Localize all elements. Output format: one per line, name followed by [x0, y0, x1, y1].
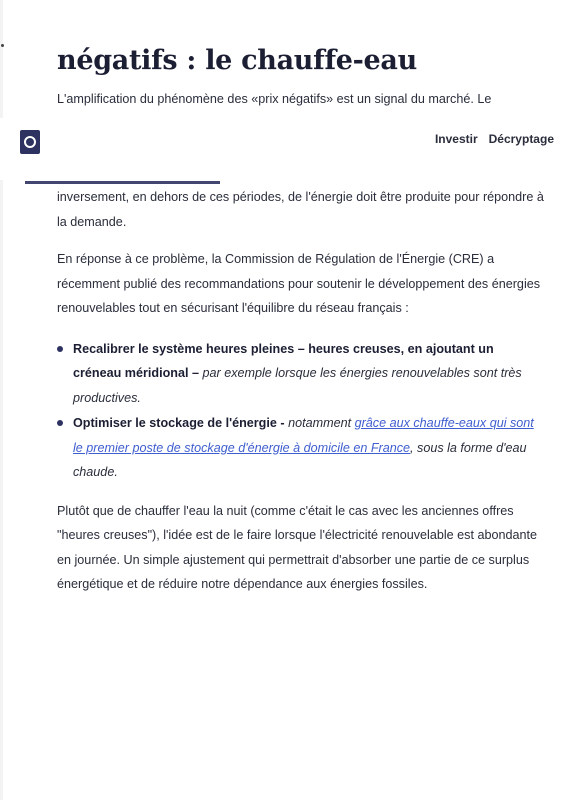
nav-link-investir[interactable]: Investir: [434, 132, 478, 146]
nav-link-decryptage[interactable]: Décryptage: [488, 132, 554, 146]
paragraph-2: En réponse à ce problème, la Commission de Régulation de l'Énergie (CRE) a récemment publié des recommandations pour soutenir le développement des énergies renouvelables tout en sécurisant l'équilibre du réseau français :: [57, 252, 541, 315]
bullet-icon: [57, 420, 63, 426]
logo-ring-icon[interactable]: [20, 130, 40, 154]
bullet-bold-text: Optimiser le stockage de l'énergie -: [73, 416, 285, 430]
article-body: [57, 185, 545, 597]
article-subtitle: L'amplification du phénomène des «prix négatifs» est un signal du marché. Le: [57, 92, 492, 106]
bullet-italic-text: notamment: [288, 416, 352, 430]
paragraph-3: Plutôt que de chauffer l'eau la nuit (comme c'était le cas avec les anciennes offres "heures creuses"), l'idée est de le faire lorsque l'électricité renouvelable est abondante en journée. Un simple ajustement qui permettrait d'absorber une partie de ce surplus énergétique et de réduire notre dépendance aux énergies fossiles.: [57, 503, 537, 591]
list-item: [57, 411, 545, 485]
bullet-bold-text: Recalibrer le système heures pleines – heures creuses, en ajoutant un créneau méridional –: [73, 341, 494, 380]
bullet-italic-text: , sous la forme d'eau chaude.: [73, 440, 527, 479]
recommendations-list: [57, 337, 545, 485]
bullet-icon: [57, 346, 63, 352]
nav-links: [435, 132, 554, 146]
paragraph-1: inversement, en dehors de ces périodes, de l'énergie doit être produite pour répondre à la demande.: [57, 190, 544, 229]
reading-progress-bar: [25, 181, 220, 184]
sticky-navbar: [0, 118, 566, 180]
scan-dot: [1, 44, 4, 47]
article-headline: négatifs : le chauffe-eau: [57, 45, 417, 76]
chauffe-eaux-link[interactable]: grâce aux chauffe-eaux qui sont le premier poste de stockage d'énergie à domicile en France: [73, 416, 534, 455]
bullet-italic-text: par exemple lorsque les énergies renouvelables sont très productives.: [73, 366, 522, 405]
list-item: [57, 337, 545, 411]
